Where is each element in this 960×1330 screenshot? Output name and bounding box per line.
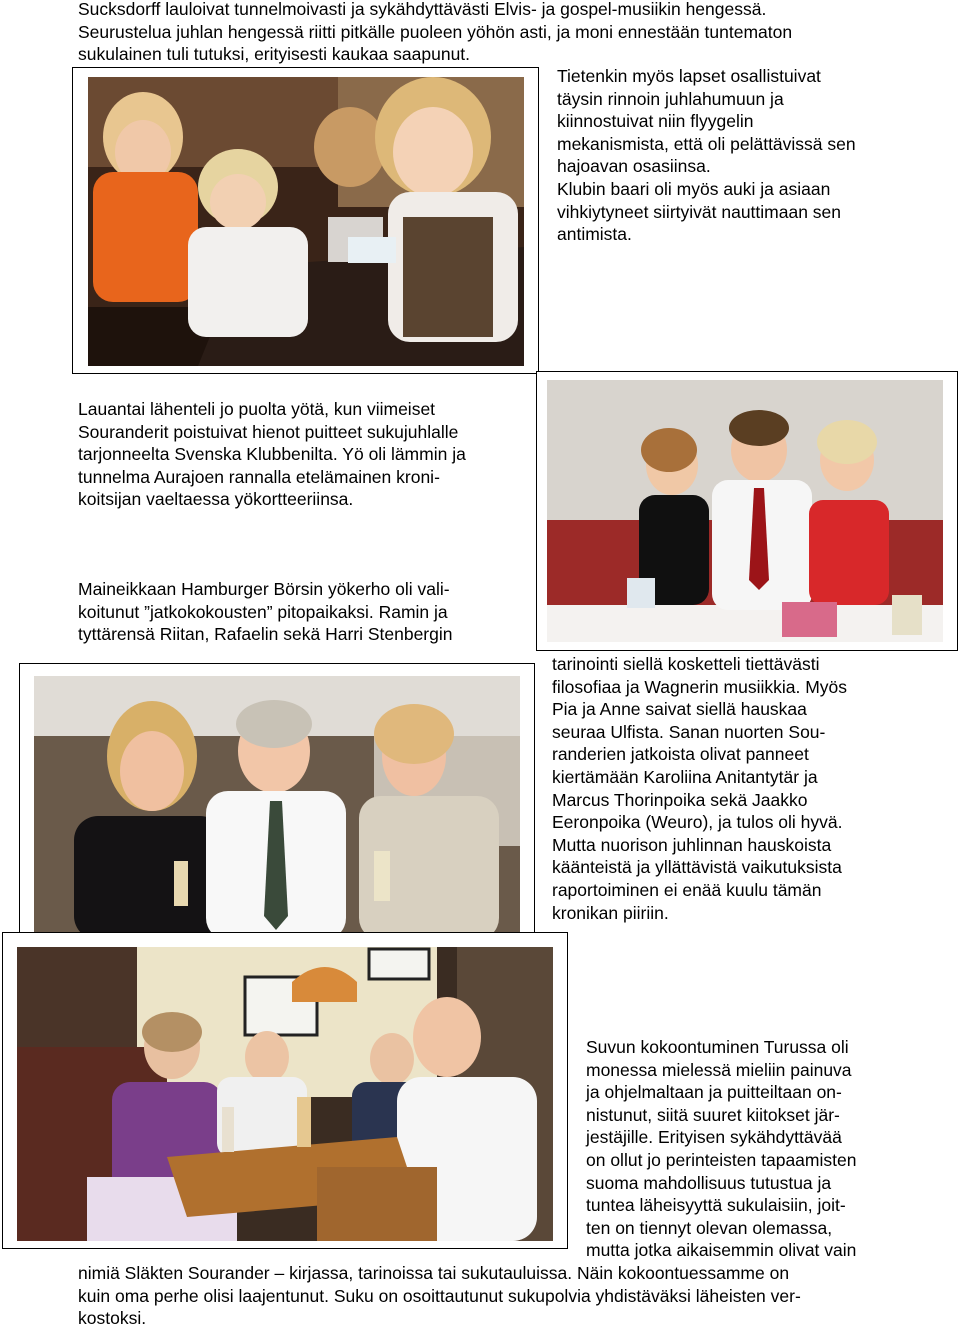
- text-line: Maineikkaan Hamburger Börsin yökerho oli vali-: [78, 579, 450, 599]
- text-line: tuntea läheisyyttä sukulaisiin, joit-: [586, 1195, 846, 1216]
- text-line: seuraa Ulfista. Sanan nuorten Sou-: [552, 721, 826, 742]
- text-line: Suvun kokoontuminen Turussa oli: [586, 1037, 849, 1057]
- closing-paragraph: [586, 1036, 856, 1262]
- text-line: suoma mahdollisuus tutustua ja: [586, 1172, 832, 1193]
- text-line: kuin oma perhe olisi laajentunut. Suku on osoittautunut sukupolvia yhdistäväksi läheisten ver-: [78, 1285, 801, 1306]
- text-line: raportoiminen ei enää kuulu tämän: [552, 879, 822, 900]
- text-line: täysin rinnoin juhlahumuun ja: [557, 88, 784, 109]
- conversation-paragraph: [552, 653, 847, 924]
- intro-paragraph: [78, 0, 792, 66]
- text-line: antimista.: [557, 224, 632, 245]
- text-line: tarjonneelta Svenska Klubbenilta. Yö oli lämmin ja: [78, 444, 466, 465]
- photo-three-guests-at-table: [547, 380, 943, 642]
- text-line: Lauantai lähenteli jo puolta yötä, kun viimeiset: [78, 399, 436, 419]
- saturday-paragraph: [78, 398, 466, 511]
- text-line: vihkiytyneet siirtyivät nauttimaan sen: [557, 201, 842, 222]
- text-line: mekanismista, että oli pelättävissä sen: [557, 133, 856, 154]
- text-line: on ollut jo perinteisten tapaamisten: [586, 1149, 857, 1170]
- text-line: nimiä Släkten Sourander – kirjassa, tarinoissa tai sukutauluissa. Näin kokoontuessamme on: [78, 1263, 790, 1283]
- children-caption: [557, 65, 856, 246]
- text-line: kostoksi.: [78, 1308, 147, 1329]
- text-line: Sucksdorff lauloivat tunnelmoivasti ja sykähdyttävästi Elvis- ja gospel-musiikin hengessä.: [78, 0, 767, 19]
- text-line: koitunut ”jatkokokousten” pitopaikaksi. Ramin ja: [78, 601, 448, 622]
- final-paragraph: [78, 1262, 801, 1330]
- text-line: kiertämään Karoliina Anitantytär ja: [552, 766, 818, 787]
- text-line: Pia ja Anne saivat siellä hauskaa: [552, 699, 807, 720]
- text-line: tarinointi siellä kosketteli tiettävästi: [552, 654, 820, 674]
- text-line: sukulainen tuli tutuksi, erityisesti kaukaa saapunut.: [78, 44, 471, 65]
- text-line: tyttärensä Riitan, Rafaelin sekä Harri Stenbergin: [78, 624, 453, 645]
- text-line: randerien jatkoista olivat panneet: [552, 744, 809, 765]
- text-line: jestäjille. Erityisen sykähdyttävää: [586, 1127, 842, 1148]
- text-line: Eeronpoika (Weuro), ja tulos oli hyvä.: [552, 812, 843, 833]
- text-line: mutta jotka aikaisemmin olivat vain: [586, 1240, 857, 1261]
- text-line: Marcus Thorinpoika sekä Jaakko: [552, 789, 808, 810]
- text-line: tunnelma Aurajoen rannalla etelämainen kroni-: [78, 466, 440, 487]
- text-line: kiinnostuivat niin flyygelin: [557, 111, 754, 132]
- text-line: hajoavan osasiinsa.: [557, 156, 711, 177]
- text-line: Mutta nuorison juhlinnan hauskoista: [552, 834, 832, 855]
- text-line: nistunut, siitä suuret kiitokset jär-: [586, 1104, 840, 1125]
- text-line: käänteistä ja yllättävistä vaikutuksista: [552, 857, 842, 878]
- photo-children-at-piano: [88, 77, 524, 366]
- text-line: Klubin baari oli myös auki ja asiaan: [557, 178, 831, 199]
- photo-three-people-nightclub: [34, 676, 520, 940]
- text-line: koitsijan vaeltaessa yökortteeriinsa.: [78, 489, 354, 510]
- text-line: kronikan piiriin.: [552, 902, 669, 923]
- text-line: Seurustelua juhlan hengessä riitti pitkälle puoleen yöhön asti, ja moni ennestään tuntematon: [78, 21, 793, 42]
- text-line: filosofiaa ja Wagnerin musiikkia. Myös: [552, 676, 848, 697]
- text-line: monessa mielessä mieliin painuva: [586, 1059, 852, 1080]
- hamburger-paragraph: [78, 578, 453, 646]
- text-line: ten on tiennyt olevan olemassa,: [586, 1217, 833, 1238]
- text-line: Souranderit poistuivat hienot puitteet sukujuhlalle: [78, 421, 459, 442]
- text-line: ja ohjelmaltaan ja puitteiltaan on-: [586, 1082, 842, 1103]
- text-line: Tietenkin myös lapset osallistuivat: [557, 66, 821, 86]
- photo-guests-at-restaurant: [17, 947, 553, 1241]
